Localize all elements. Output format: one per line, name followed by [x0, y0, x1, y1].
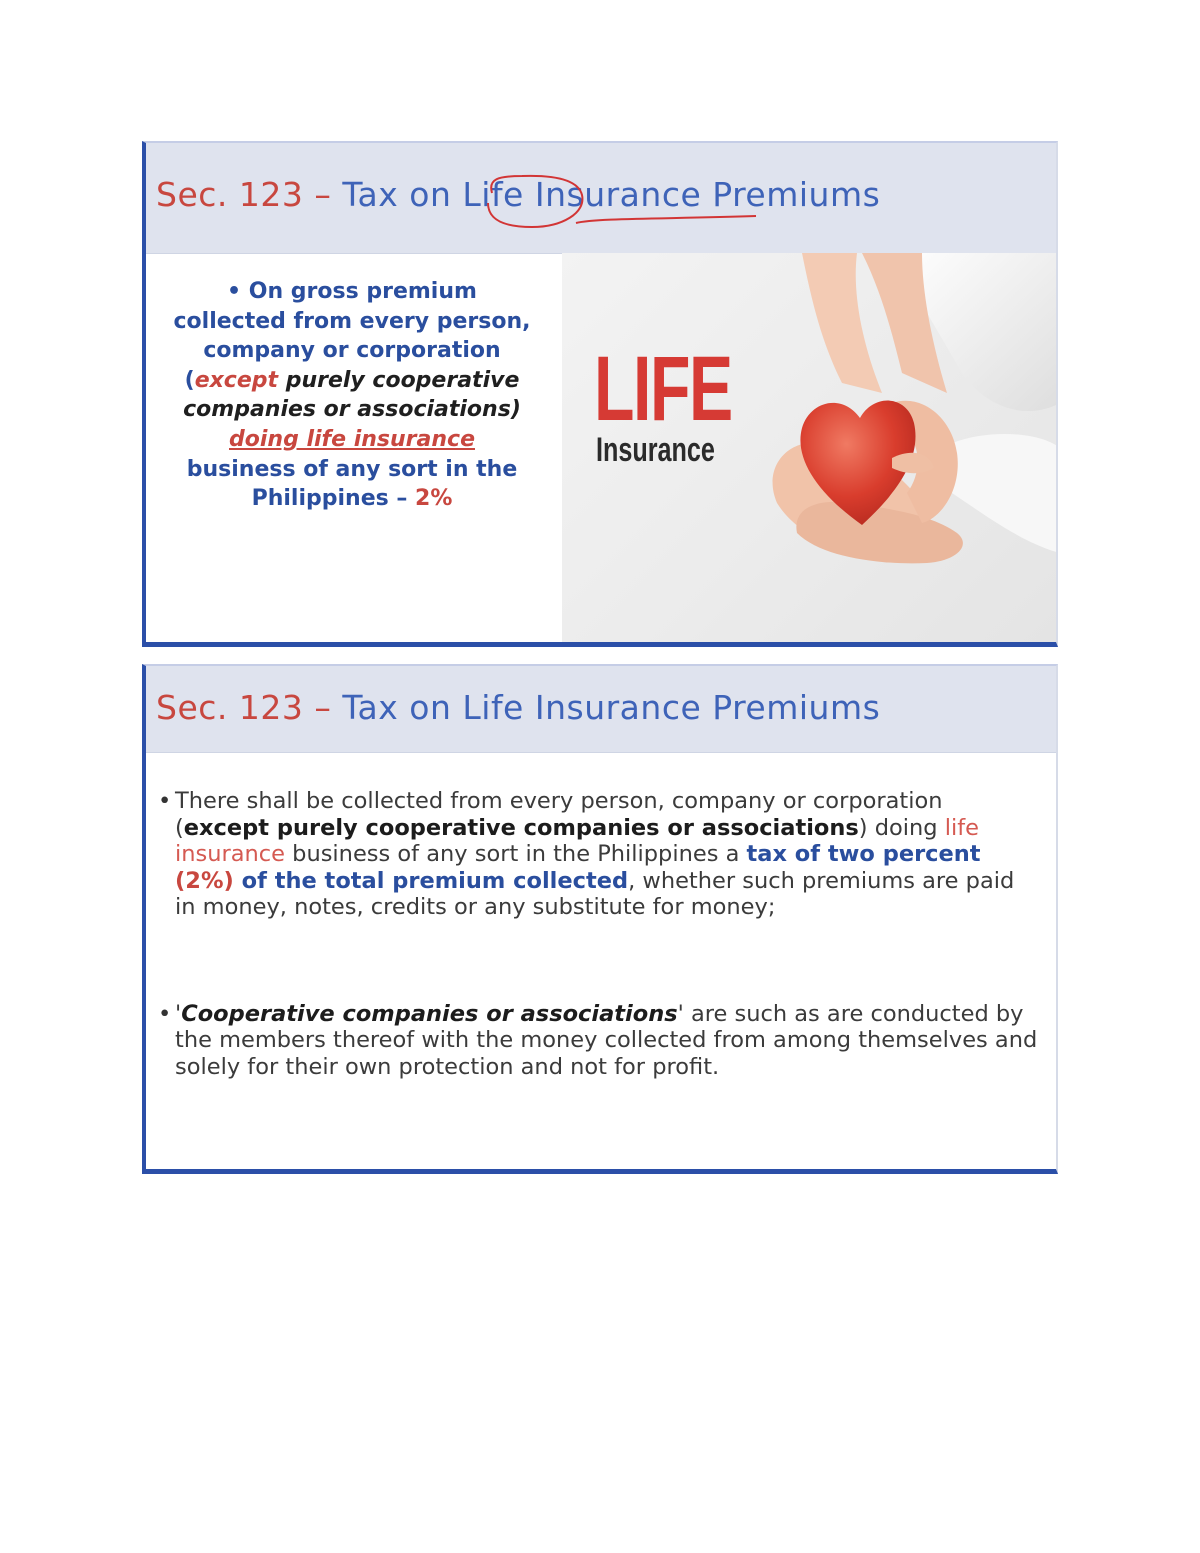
bullet-dot: • [227, 279, 249, 304]
bullet-dot: • [158, 1000, 172, 1027]
heart-in-hands-icon [562, 253, 1058, 644]
slide-1-bullet-text: • On gross premium collected from every person, company or corporation (except purely cooperative companies or associations) doing life insurance business of any sort in the Philippines – 2% [173, 279, 531, 512]
slide-2-body [158, 788, 1038, 1080]
slide-1 [142, 141, 1058, 647]
slide-2-title-band [146, 666, 1056, 753]
slide-2-title: Sec. 123 – Tax on Life Insurance Premiums [156, 688, 881, 727]
slide-2-paragraph-1: • There shall be collected from every person, company or corporation (except purely cooperative companies or associations) doing life insurance business of any sort in the Philippines a tax of two percent (2%) of the total premium collected, whether such premiums are paid in money, notes, credits or any substitute for money; [158, 788, 1015, 920]
bullet-dot: • [158, 788, 172, 814]
slide-2 [142, 664, 1058, 1174]
life-word: LIFE [594, 338, 732, 440]
slide-2-paragraph-2: • 'Cooperative companies or associations' are such as are conducted by the members thereof with the money collected from among themselves and solely for their own protection and not for profit. [158, 1000, 1038, 1080]
insurance-word: Insurance [596, 431, 715, 469]
slide-1-title-band [146, 143, 1056, 254]
slide-1-title: Sec. 123 – Tax on Life Insurance Premiums [156, 175, 881, 214]
life-insurance-image [562, 253, 1058, 644]
